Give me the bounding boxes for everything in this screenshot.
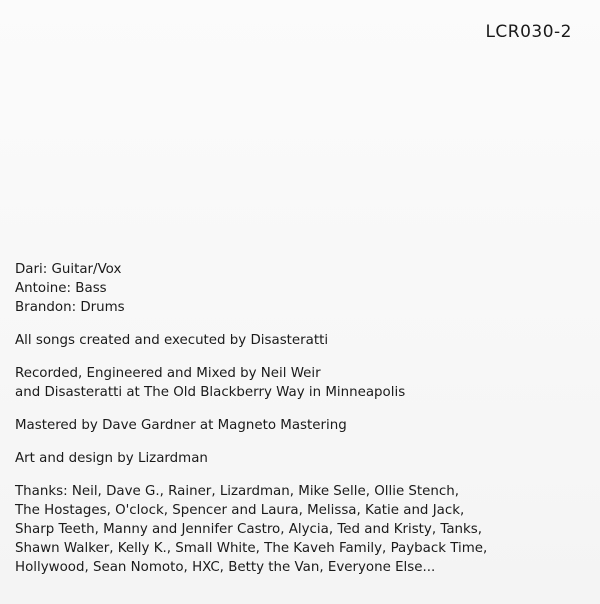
mastering-credit (15, 416, 590, 435)
mastering-credit-line: Mastered by Dave Gardner at Magneto Mastering (15, 418, 347, 433)
credits (15, 260, 590, 591)
catalog-number: LCR030-2 (485, 22, 572, 42)
band-members (15, 260, 590, 317)
songs-credit (15, 331, 590, 350)
thanks-line: Thanks: Neil, Dave G., Rainer, Lizardman, Mike Selle, Ollie Stench, (15, 484, 460, 499)
recording-credit (15, 364, 590, 402)
thanks-line: Hollywood, Sean Nomoto, HXC, Betty the Van, Everyone Else... (15, 560, 436, 575)
art-credit-line: Art and design by Lizardman (15, 451, 208, 466)
member-line: Brandon: Drums (15, 300, 125, 315)
songs-credit-line: All songs created and executed by Disasteratti (15, 333, 329, 348)
thanks-line: The Hostages, O'clock, Spencer and Laura, Melissa, Katie and Jack, (15, 503, 465, 518)
recording-credit-line: and Disasteratti at The Old Blackberry Way in Minneapolis (15, 385, 406, 400)
thanks-line: Shawn Walker, Kelly K., Small White, The Kaveh Family, Payback Time, (15, 541, 488, 556)
thanks-line: Sharp Teeth, Manny and Jennifer Castro, Alycia, Ted and Kristy, Tanks, (15, 522, 483, 537)
member-line: Antoine: Bass (15, 281, 107, 296)
thanks-list (15, 482, 590, 577)
member-line: Dari: Guitar/Vox (15, 262, 122, 277)
recording-credit-line: Recorded, Engineered and Mixed by Neil Weir (15, 366, 321, 381)
art-credit (15, 449, 590, 468)
